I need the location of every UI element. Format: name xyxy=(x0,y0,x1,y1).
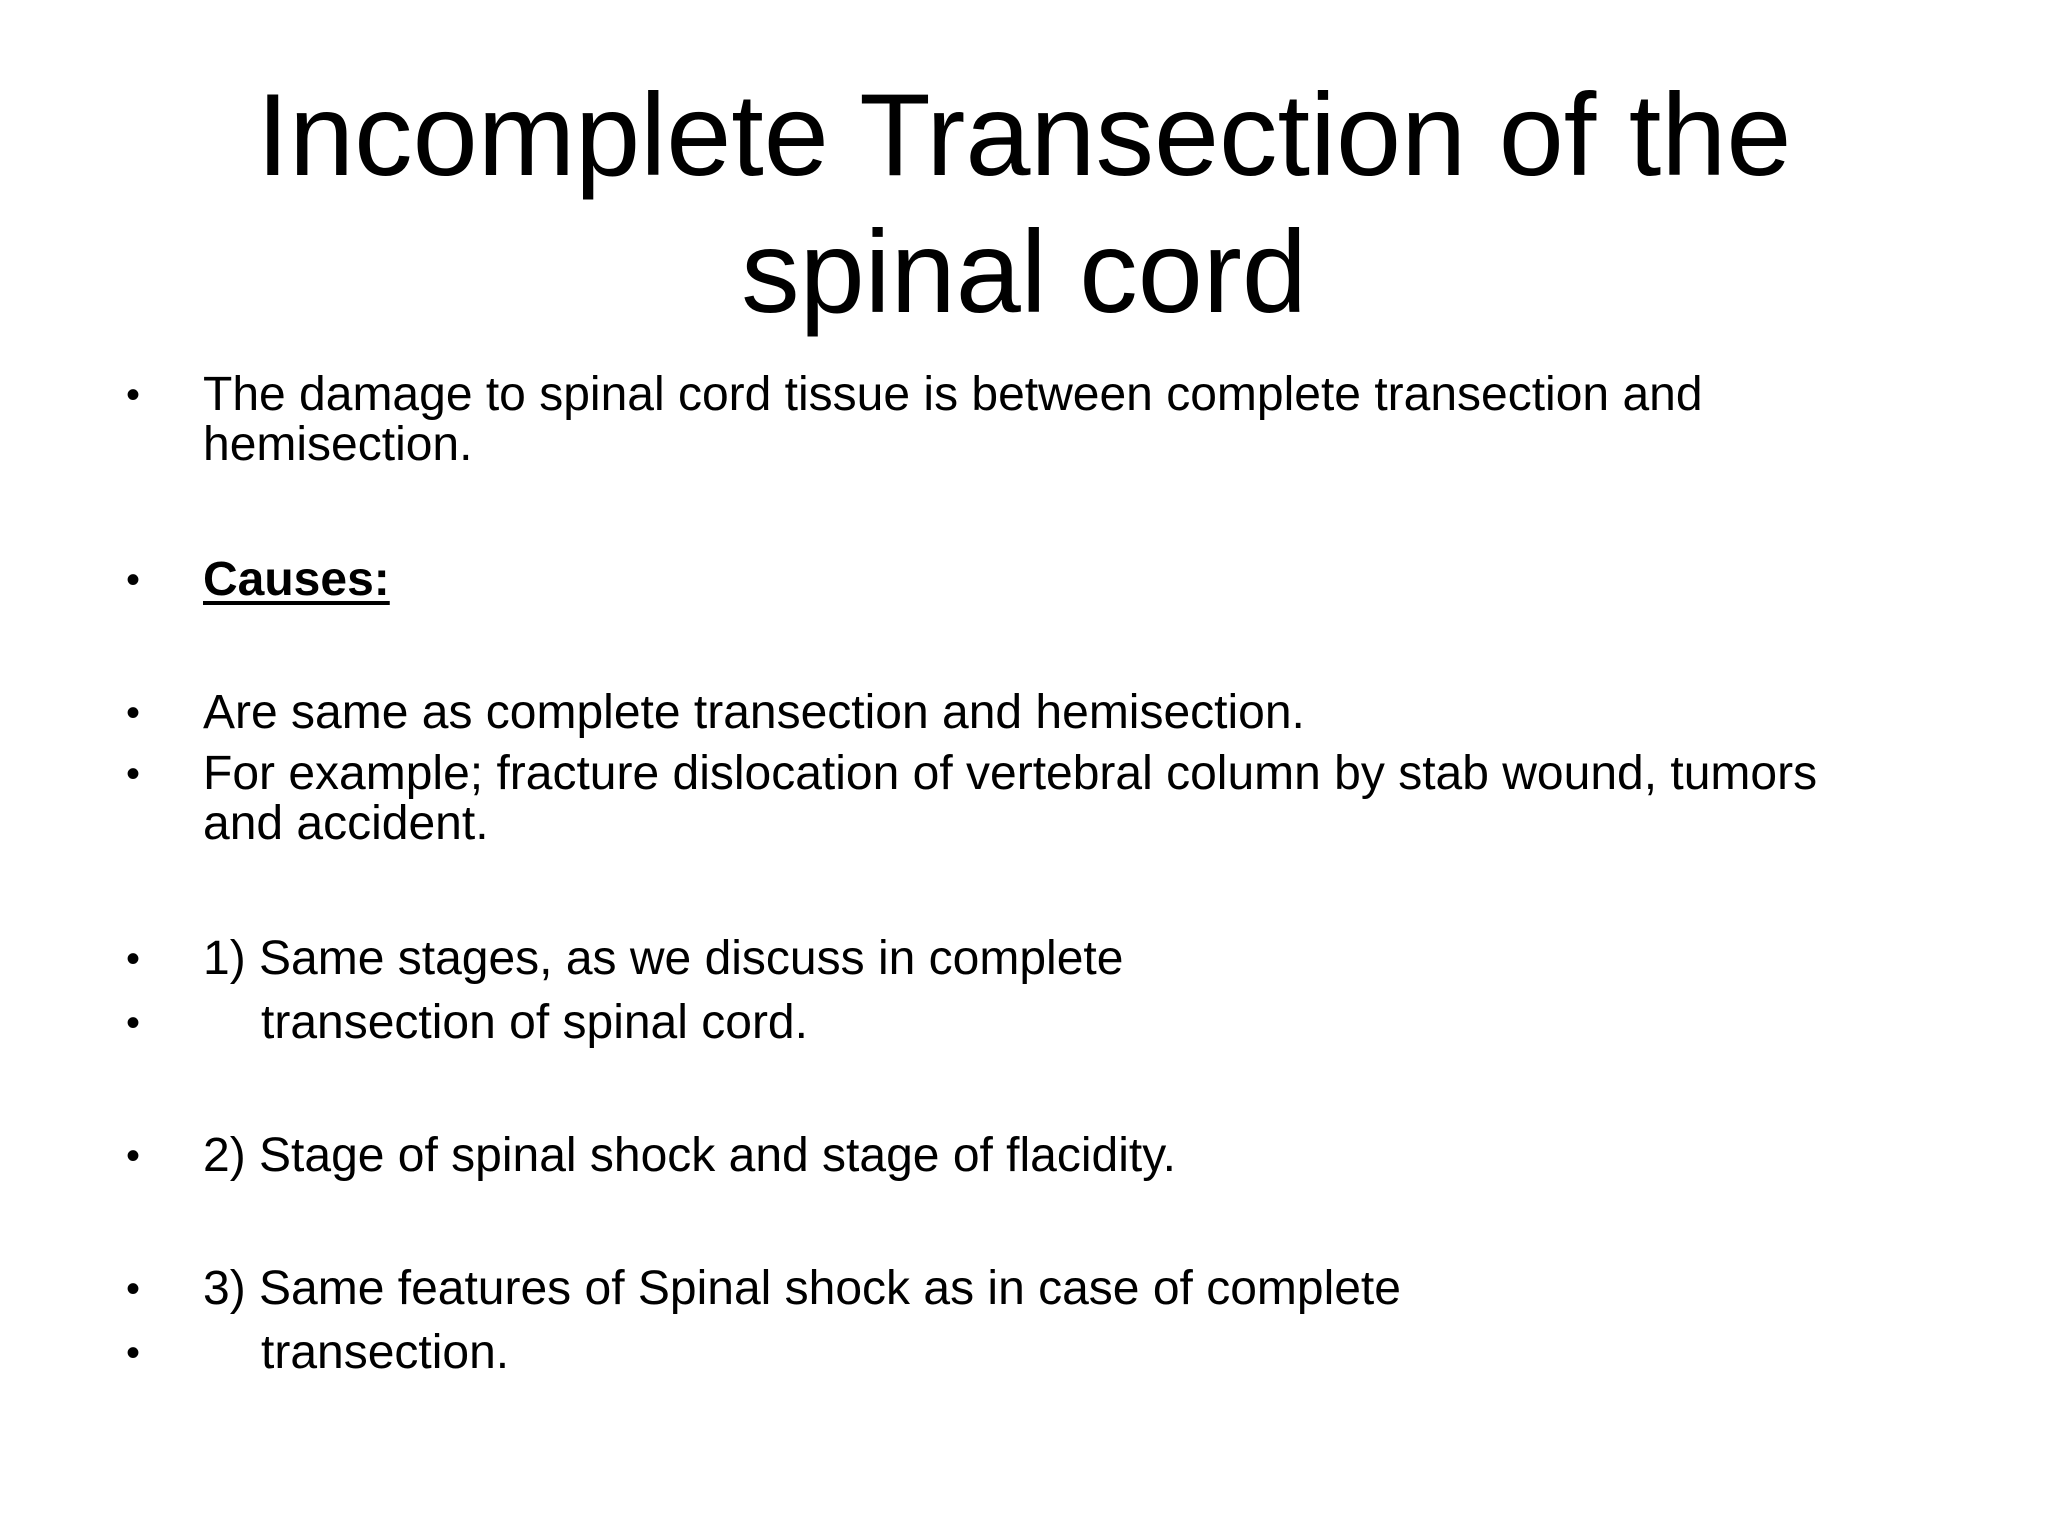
bullet-text xyxy=(203,370,1983,470)
bullet-icon: • xyxy=(126,373,141,417)
bullet-icon: • xyxy=(126,1001,141,1045)
slide-title xyxy=(0,66,2048,340)
bullet-icon: • xyxy=(126,691,141,735)
bullet-text: 3) Same features of Spinal shock as in case of complete xyxy=(203,1262,1401,1315)
bullet-text: 1) Same stages, as we discuss in complete xyxy=(203,932,1124,985)
bullet-text-line-2: hemisection. xyxy=(203,418,473,471)
bullet-icon: • xyxy=(126,1267,141,1311)
bullet-icon: • xyxy=(126,937,141,981)
bullet-text-line-1: The damage to spinal cord tissue is between complete transection and xyxy=(203,368,1703,421)
bullet-text: transection of spinal cord. xyxy=(261,996,808,1049)
bullet-icon: • xyxy=(126,752,141,796)
bullet-text: Are same as complete transection and hemisection. xyxy=(203,686,1305,739)
bullet-text-line-2: and accident. xyxy=(203,797,489,850)
bullet-text: transection. xyxy=(261,1326,510,1379)
bullet-icon: • xyxy=(126,1331,141,1375)
slide-title-line-1: Incomplete Transection of the xyxy=(256,69,1792,200)
bullet-icon: • xyxy=(126,1134,141,1178)
bullet-text xyxy=(203,749,1983,849)
slide-title-line-2: spinal cord xyxy=(741,206,1307,337)
causes-heading: Causes: xyxy=(203,553,390,606)
bullet-icon: • xyxy=(126,558,141,602)
bullet-text-line-1: For example; fracture dislocation of vertebral column by stab wound, tumors xyxy=(203,747,1818,800)
bullet-text: 2) Stage of spinal shock and stage of flacidity. xyxy=(203,1129,1177,1182)
